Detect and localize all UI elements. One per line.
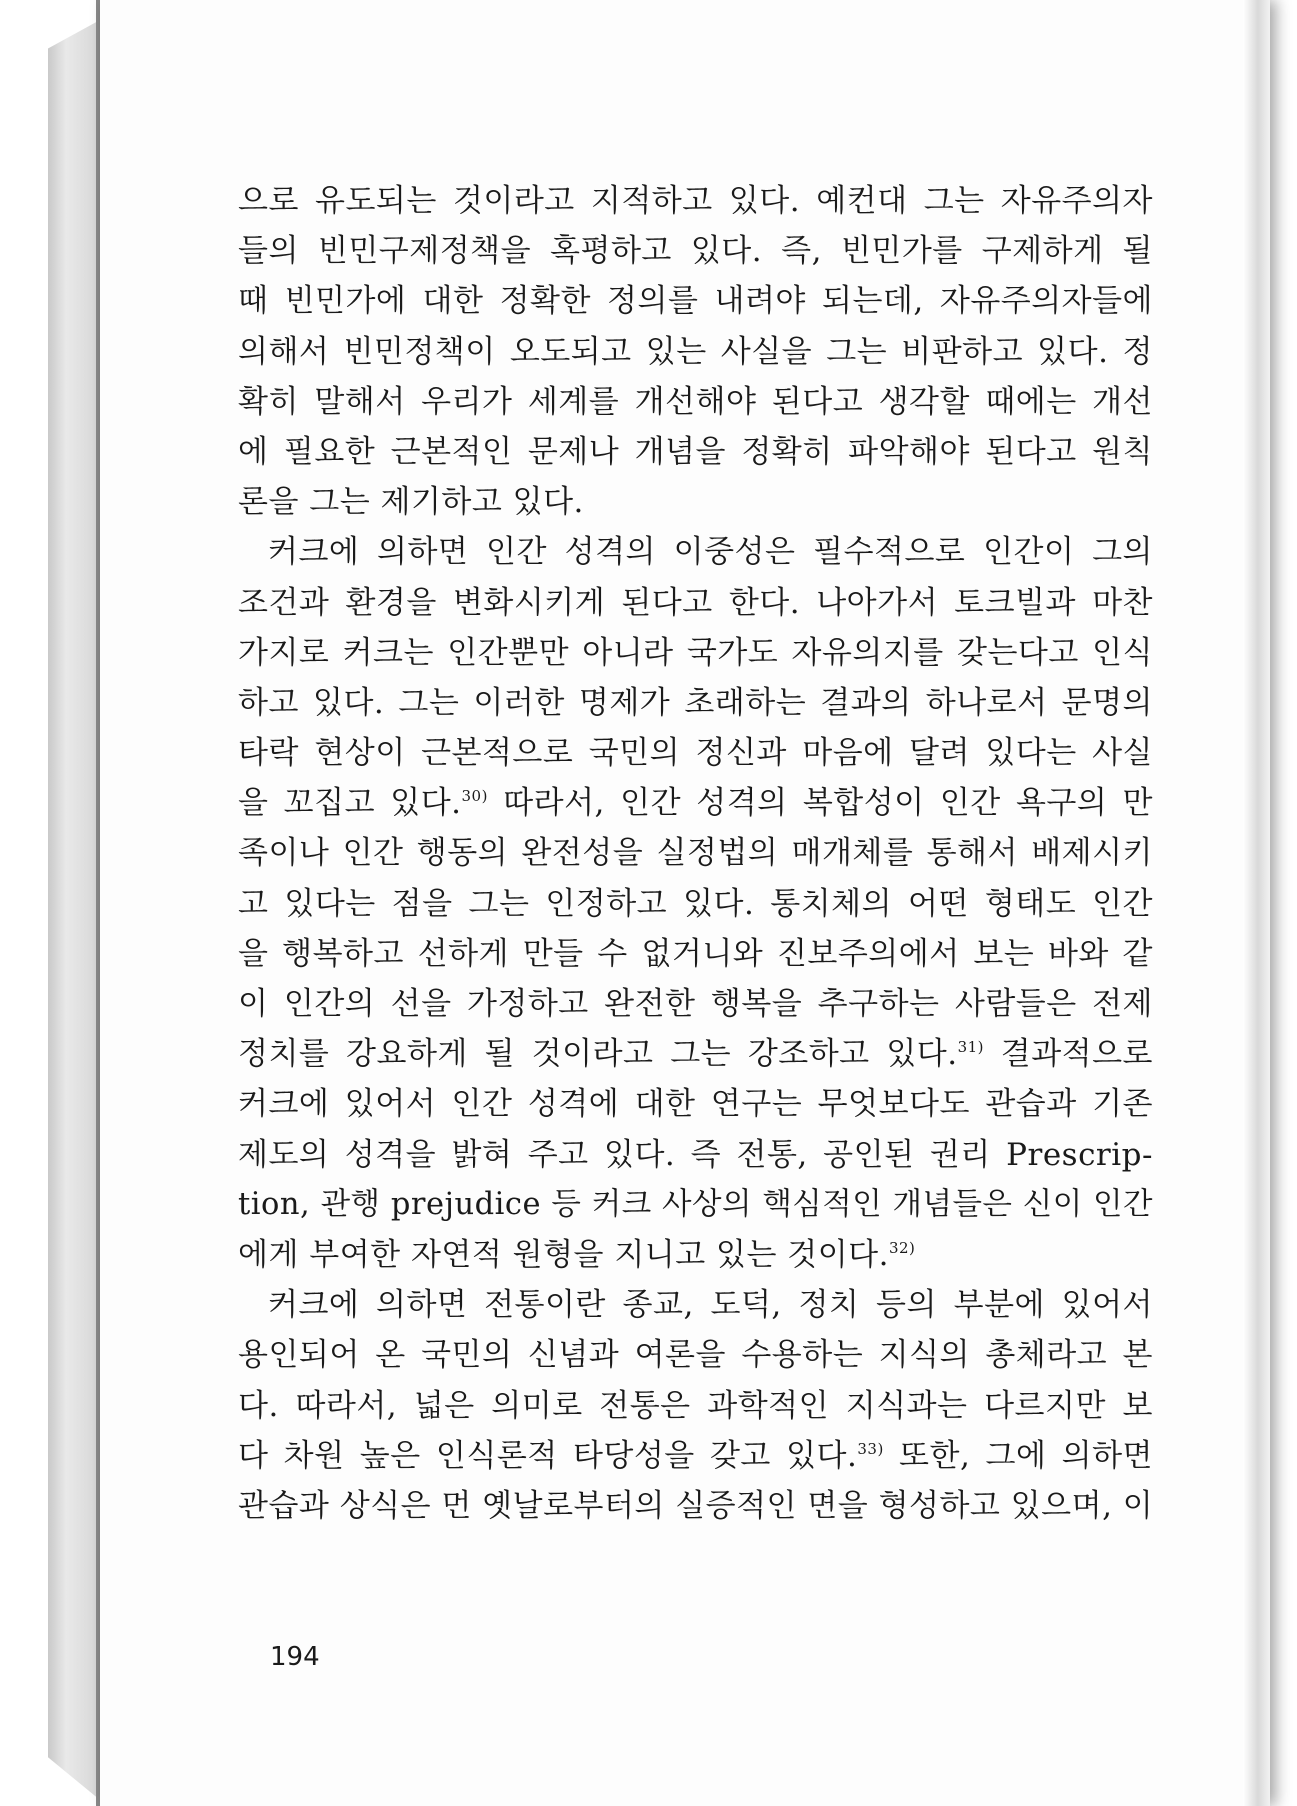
text-line: 가지로 커크는 인간뿐만 아니라 국가도 자유의지를 갖는다고 인식 [238, 634, 1153, 671]
book-edge [48, 20, 100, 1800]
text-line: 커크에 있어서 인간 성격에 대한 연구는 무엇보다도 관습과 기존 [238, 1086, 1153, 1123]
text-line: 을 꼬집고 있다.$^{30)}$ 따라서, 인간 성격의 복합성이 인간 욕구의 만 [238, 785, 1154, 822]
text-line: 하고 있다. 그는 이러한 명제가 초래하는 결과의 하나로서 문명의 [238, 684, 1153, 721]
page-edge-shadow [1243, 0, 1270, 1806]
book-page [100, 0, 1270, 1806]
footnote-marker: 32) [888, 1238, 916, 1257]
text-line: 을 행복하고 선하게 만들 수 없거니와 진보주의에서 보는 바와 같 [238, 935, 1153, 972]
text-line: tion, 관행 prejudice 등 커크 사상의 핵심적인 개념들은 신이 인간 [238, 1186, 1153, 1222]
text-line: 관습과 상식은 먼 옛날로부터의 실증적인 면을 형성하고 있으며, 이 [238, 1487, 1154, 1524]
footnote-marker: 31) [957, 1038, 985, 1057]
footnote-marker: 30) [461, 787, 488, 806]
text-line: 이 인간의 선을 가정하고 완전한 행복을 추구하는 사람들은 전제 [238, 986, 1153, 1022]
footnote-marker: 33) [857, 1439, 884, 1458]
text-line: 확히 말해서 우리가 세계를 개선해야 된다고 생각할 때에는 개선 [238, 383, 1153, 420]
page-number: 194 [270, 1642, 320, 1672]
text-line: 고 있다는 점을 그는 인정하고 있다. 통치체의 어떤 형태도 인간 [238, 885, 1153, 922]
text-line: 타락 현상이 근본적으로 국민의 정신과 마음에 달려 있다는 사실 [238, 735, 1153, 772]
text-line: 커크에 의하면 인간 성격의 이중성은 필수적으로 인간이 그의 [268, 534, 1153, 571]
text-line: 조건과 환경을 변화시키게 된다고 한다. 나아가서 토크빌과 마찬 [238, 584, 1153, 621]
text-line: 족이나 인간 행동의 완전성을 실정법의 매개체를 통해서 배제시키 [238, 835, 1153, 872]
text-line: 다. 따라서, 넓은 의미로 전통은 과학적인 지식과는 다르지만 보 [238, 1387, 1153, 1424]
text-line: 다 차원 높은 인식론적 타당성을 갖고 있다.$^{33)}$ 또한, 그에 의하면 [238, 1437, 1153, 1474]
text-line: 론을 그는 제기하고 있다. [238, 484, 584, 521]
text-line: 의해서 빈민정책이 오도되고 있는 사실을 그는 비판하고 있다. 정 [238, 333, 1153, 370]
text-line: 에 필요한 근본적인 문제나 개념을 정확히 파악해야 된다고 원칙 [238, 433, 1153, 470]
text-line: 때 빈민가에 대한 정확한 정의를 내려야 되는데, 자유주의자들에 [238, 283, 1153, 320]
text-line: 커크에 의하면 전통이란 종교, 도덕, 정치 등의 부분에 있어서 [268, 1287, 1153, 1324]
text-line: 들의 빈민구제정책을 혹평하고 있다. 즉, 빈민가를 구제하게 될 [238, 233, 1153, 270]
text-line: 에게 부여한 자연적 원형을 지니고 있는 것이다.$^{32)}$ [238, 1236, 916, 1273]
text-line: 제도의 성격을 밝혀 주고 있다. 즉 전통, 공인된 권리 Prescrip- [238, 1136, 1153, 1173]
body-text [238, 176, 1153, 1531]
text-line: 으로 유도되는 것이라고 지적하고 있다. 예컨대 그는 자유주의자 [238, 183, 1153, 219]
text-line: 용인되어 온 국민의 신념과 여론을 수용하는 지식의 총체라고 본 [238, 1337, 1153, 1374]
text-line: 정치를 강요하게 될 것이라고 그는 강조하고 있다.$^{31)}$ 결과적으로 [238, 1036, 1153, 1073]
